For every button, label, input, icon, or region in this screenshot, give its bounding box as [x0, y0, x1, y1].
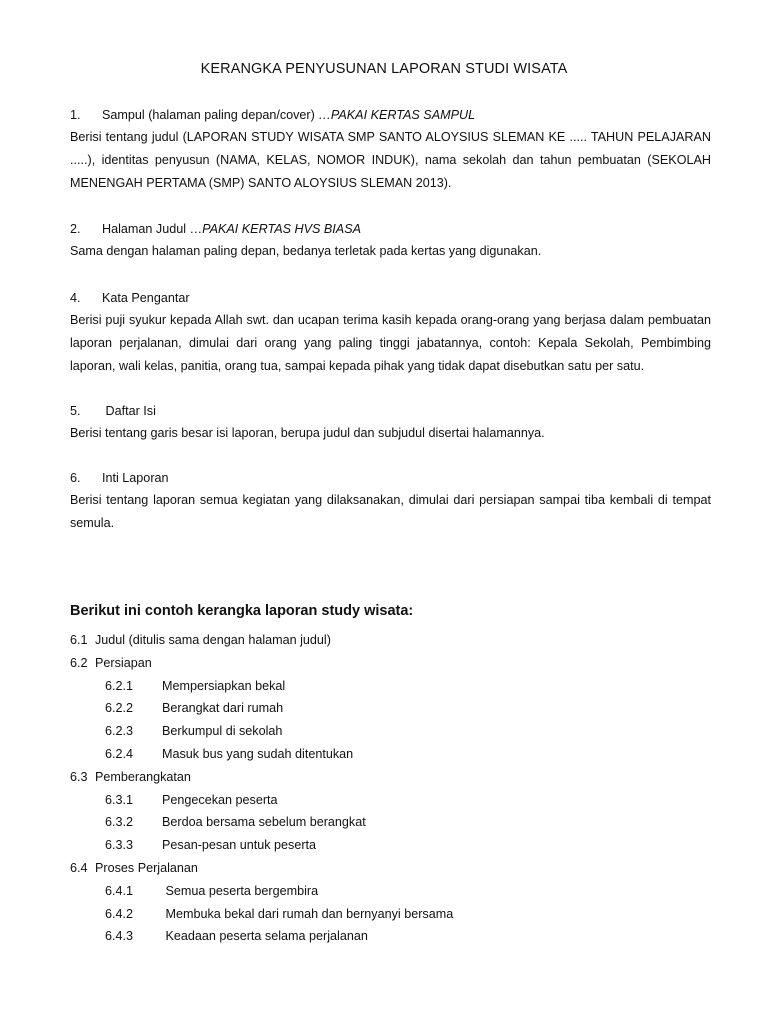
outline-text: Mempersiapkan bekal: [162, 678, 286, 693]
outline-text: Berdoa bersama sebelum berangkat: [162, 815, 366, 830]
outline-number: 6.2.1: [105, 678, 134, 693]
outline-number: 6.1: [70, 633, 88, 647]
outline-text: Semua peserta bergembira: [162, 883, 319, 898]
outline-list: [70, 629, 730, 948]
section-heading: [70, 287, 711, 309]
outline-text: Pemberangkatan: [95, 769, 191, 784]
outline-number: 6.4.1: [105, 883, 134, 898]
section-note: …PAKAI KERTAS SAMPUL: [314, 108, 476, 122]
outline-number: 6.2.3: [105, 724, 134, 739]
section-heading: [70, 218, 711, 240]
outline-number: 6.3.3: [105, 838, 134, 853]
outline-number: 6.4: [70, 860, 88, 875]
outline-text: Persiapan: [95, 655, 152, 670]
section-kata-pengantar: [70, 287, 711, 377]
outline-text: Berkumpul di sekolah: [162, 724, 283, 739]
outline-subitem: [70, 743, 730, 766]
section-number: 1.: [70, 108, 81, 122]
outline-subitem: [70, 925, 730, 948]
section-heading: [70, 467, 711, 489]
outline-text: Keadaan peserta selama perjalanan: [162, 929, 368, 944]
outline-number: 6.4.3: [105, 929, 134, 944]
outline-subitem: [70, 811, 730, 834]
outline-item: [70, 857, 730, 880]
outline-text: Masuk bus yang sudah ditentukan: [162, 746, 354, 761]
outline-text: Pengecekan peserta: [162, 792, 278, 807]
section-heading: [70, 104, 711, 126]
section-sampul: [70, 104, 711, 194]
outline-number: 6.3.1: [105, 792, 134, 807]
outline-number: 6.2.2: [105, 701, 134, 716]
outline-number: 6.4.2: [105, 906, 134, 921]
section-heading-text: Daftar Isi: [102, 404, 156, 418]
outline-subitem: [70, 880, 730, 903]
section-note: PAKAI KERTAS HVS BIASA: [202, 222, 361, 236]
outline-number: 6.3.2: [105, 815, 134, 830]
section-heading-text: Inti Laporan: [102, 471, 169, 485]
outline-subitem: [70, 903, 730, 926]
outline-item: [70, 652, 730, 675]
section-inti-laporan: [70, 467, 711, 535]
section-body: Berisi tentang garis besar isi laporan, berupa judul dan subjudul disertai halamannya.: [70, 426, 545, 440]
section-number: 6.: [70, 471, 81, 485]
outline-subitem: [70, 834, 730, 857]
section-heading-text: Halaman Judul …: [102, 222, 203, 236]
outline-text: Pesan-pesan untuk peserta: [162, 838, 317, 853]
outline-text: Judul (ditulis sama dengan halaman judul): [95, 633, 331, 647]
example-heading: Berikut ini contoh kerangka laporan study wisata:: [70, 603, 414, 619]
section-halaman-judul: [70, 218, 711, 263]
outline-text: Berangkat dari rumah: [162, 701, 284, 716]
document-title: KERANGKA PENYUSUNAN LAPORAN STUDI WISATA: [200, 61, 568, 77]
outline-subitem: [70, 789, 730, 812]
outline-text: Membuka bekal dari rumah dan bernyanyi bersama: [162, 906, 454, 921]
outline-number: 6.3: [70, 769, 88, 784]
outline-number: 6.2: [70, 655, 88, 670]
outline-subitem: [70, 697, 730, 720]
outline-item: [70, 629, 730, 652]
section-body: Berisi tentang laporan semua kegiatan yang dilaksanakan, dimulai dari persiapan sampai tiba kembali di tempat semula.: [70, 493, 711, 530]
outline-item: [70, 766, 730, 789]
section-heading: [70, 400, 711, 422]
section-heading-text: Sampul (halaman paling depan/cover): [102, 108, 315, 122]
outline-subitem: [70, 675, 730, 698]
section-heading-text: Kata Pengantar: [102, 291, 190, 305]
outline-text: Proses Perjalanan: [95, 860, 198, 875]
section-body: Berisi puji syukur kepada Allah swt. dan ucapan terima kasih kepada orang-orang yang berjasa dalam pembuatan laporan perjalanan, dimulai dari orang yang paling tinggi jabatannya, contoh: Kepala Sekolah, Pembimbing laporan, wali kelas, panitia, orang tua, sampai kepada pihak yang tidak dapat disebutkan satu per satu.: [70, 313, 711, 373]
section-body: Berisi tentang judul (LAPORAN STUDY WISATA SMP SANTO ALOYSIUS SLEMAN KE ..... TAHUN PELAJARAN .....), identitas penyusun (NAMA, KELAS, NOMOR INDUK), nama sekolah dan tahun pembuatan (SEKOLAH MENENGAH PERTAMA (SMP) SANTO ALOYSIUS SLEMAN 2013).: [70, 130, 711, 190]
section-number: 2.: [70, 222, 81, 236]
outline-subitem: [70, 720, 730, 743]
section-number: 5.: [70, 404, 81, 418]
section-body: Sama dengan halaman paling depan, bedanya terletak pada kertas yang digunakan.: [70, 244, 542, 258]
outline-number: 6.2.4: [105, 746, 134, 761]
section-number: 4.: [70, 291, 81, 305]
section-daftar-isi: [70, 400, 711, 445]
